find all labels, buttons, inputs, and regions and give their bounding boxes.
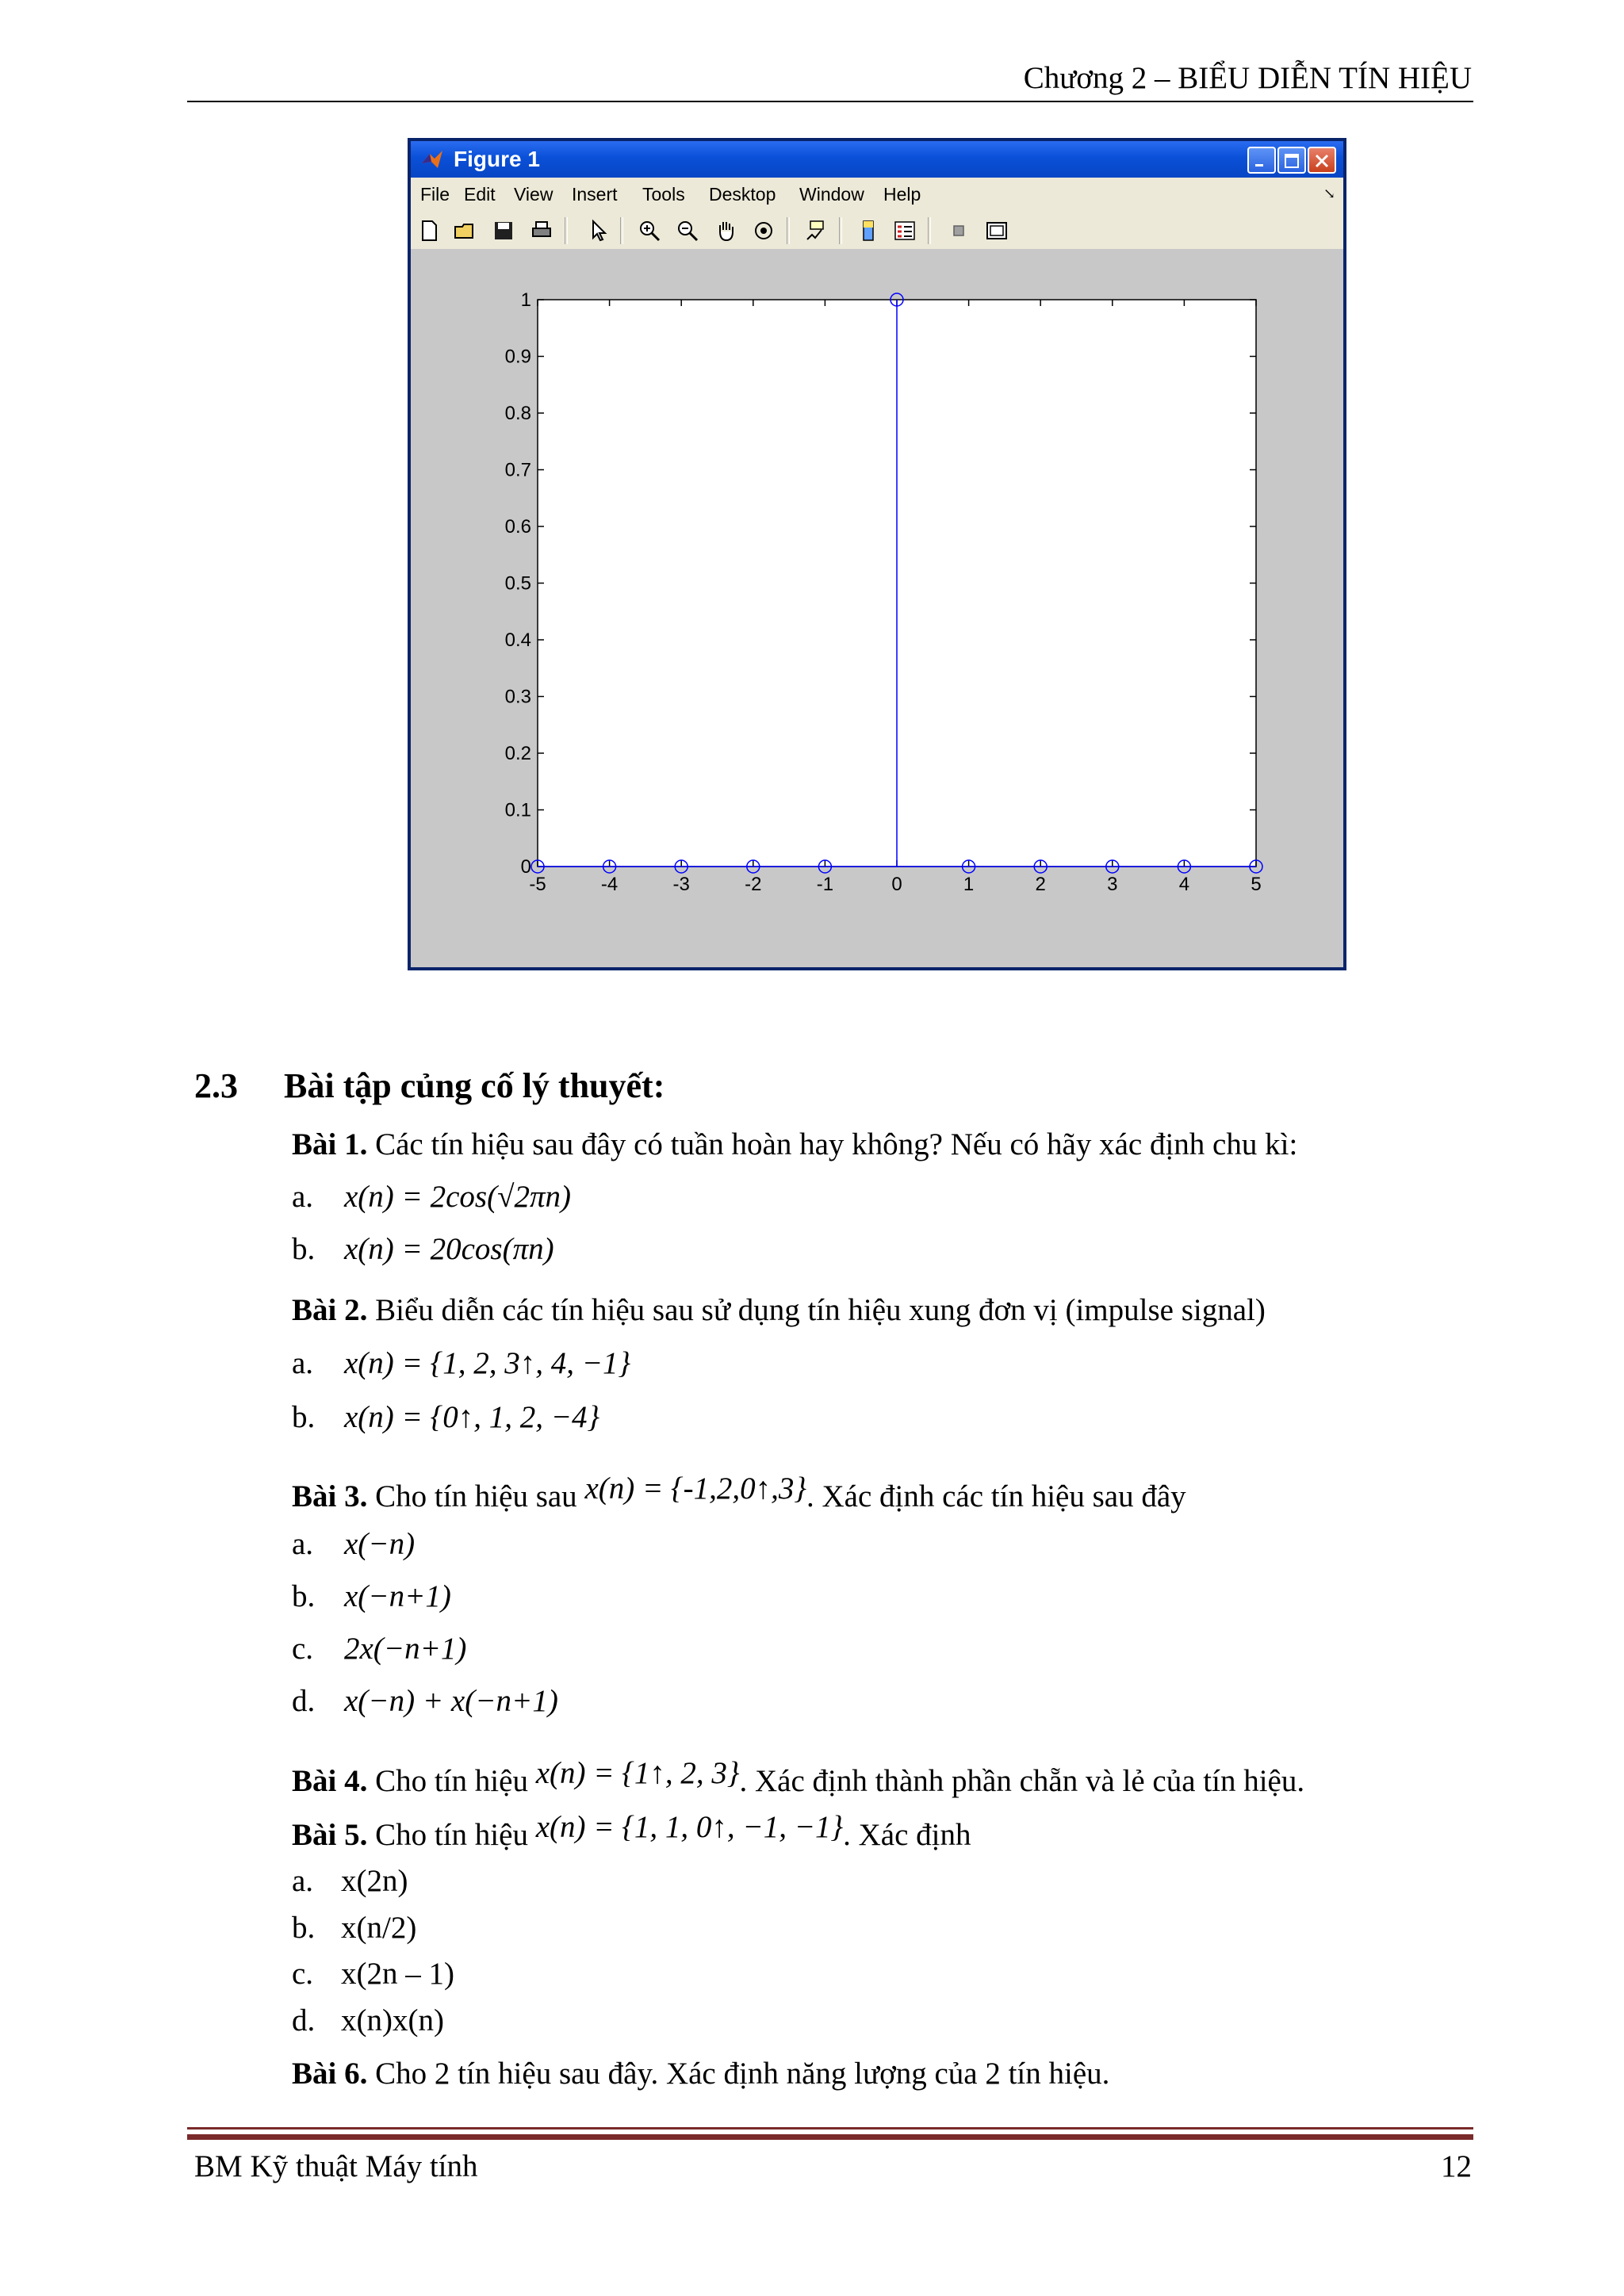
list-item	[292, 1631, 466, 1667]
colorbar-icon[interactable]	[856, 219, 880, 243]
stem-plot[interactable]	[411, 249, 1343, 964]
exercise-text: Cho tín hiệu	[375, 1764, 528, 1798]
maximize-icon	[1284, 153, 1300, 169]
list-letter: b.	[292, 1400, 316, 1434]
page-number: 12	[1441, 2149, 1472, 2183]
exercise-text-after: . Xác định các tín hiệu sau đây	[806, 1479, 1186, 1513]
menu-window[interactable]: Window	[799, 184, 864, 205]
save-icon[interactable]	[492, 219, 515, 243]
y-tick-label: 0.8	[504, 403, 531, 424]
x-tick-label: -3	[672, 874, 690, 895]
pan-hand-icon[interactable]	[714, 219, 737, 243]
list-item	[292, 1683, 558, 1719]
exercise-label: Bài 3.	[292, 1479, 368, 1513]
zoom-in-icon[interactable]	[638, 219, 661, 243]
data-cursor-icon[interactable]	[804, 219, 828, 243]
list-item	[292, 1863, 408, 1899]
formula: x(2n – 1)	[341, 1957, 454, 1991]
maximize-button[interactable]	[1277, 147, 1306, 174]
formula: x(−n) + x(−n+1)	[344, 1684, 558, 1718]
pointer-icon[interactable]	[587, 219, 611, 243]
figure-canvas-area	[411, 249, 1343, 967]
list-letter: b.	[292, 1232, 316, 1266]
menu-help[interactable]: Help	[883, 184, 921, 205]
footer-rule	[187, 2127, 1473, 2130]
exercise-3	[292, 1471, 1186, 1514]
footer-department: BM Kỹ thuật Máy tính	[194, 2149, 478, 2183]
exercise-text: Các tín hiệu sau đây có tuần hoàn hay không? Nếu có hãy xác định chu kì:	[375, 1127, 1298, 1161]
formula: x(n) = {1, 1, 0↑, −1, −1}	[535, 1810, 844, 1844]
x-tick-label: 5	[1251, 874, 1262, 895]
y-tick-label: 0.6	[504, 516, 531, 538]
figure-toolbar	[411, 211, 1343, 250]
list-letter: a.	[292, 1864, 314, 1898]
menu-view[interactable]: View	[514, 184, 553, 205]
menu-edit[interactable]: Edit	[464, 184, 496, 205]
exercise-2	[292, 1292, 1266, 1328]
x-tick-label: 3	[1107, 874, 1118, 895]
x-tick-label: -2	[745, 874, 762, 895]
list-letter: b.	[292, 1579, 316, 1613]
formula: x(n) = {-1,2,0↑,3}	[584, 1471, 806, 1506]
toolbar-separator	[787, 217, 790, 244]
exercise-1	[292, 1127, 1297, 1162]
list-letter: a.	[292, 1180, 314, 1214]
menu-insert[interactable]: Insert	[572, 184, 618, 205]
list-item	[292, 1526, 415, 1562]
list-item	[292, 1578, 451, 1614]
close-icon	[1314, 153, 1330, 169]
x-tick-label: 4	[1178, 874, 1190, 895]
new-file-icon[interactable]	[417, 219, 441, 243]
list-item	[292, 1910, 416, 1946]
formula: x(n) = {0↑, 1, 2, −4}	[344, 1400, 600, 1434]
zoom-out-icon[interactable]	[676, 219, 699, 243]
formula: x(n) = {1↑, 2, 3}	[535, 1756, 740, 1790]
formula: x(2n)	[341, 1864, 408, 1898]
formula: x(n/2)	[341, 1911, 417, 1945]
list-letter: d.	[292, 2003, 316, 2038]
y-tick-label: 1	[520, 289, 531, 311]
exercise-label: Bài 6.	[292, 2057, 368, 2091]
y-tick-label: 0.9	[504, 346, 531, 368]
exercise-label: Bài 1.	[292, 1127, 368, 1161]
matlab-logo-icon	[420, 147, 444, 171]
list-letter: b.	[292, 1911, 316, 1945]
minimize-icon	[1254, 153, 1270, 169]
x-tick-label: -4	[600, 874, 619, 895]
list-item	[292, 2003, 444, 2038]
list-letter: d.	[292, 1684, 316, 1718]
toolbar-separator	[620, 217, 623, 244]
exercise-4	[292, 1756, 1305, 1799]
list-item	[292, 1231, 554, 1267]
exercise-text: Cho tín hiệu sau	[375, 1479, 577, 1513]
open-folder-icon[interactable]	[454, 219, 477, 243]
formula: x(−n)	[344, 1527, 416, 1561]
formula: 2x(−n+1)	[344, 1632, 467, 1666]
exercise-text-after: . Xác định thành phần chẵn và lẻ của tín hiệu.	[739, 1764, 1305, 1798]
rotate-3d-icon[interactable]	[752, 219, 776, 243]
hide-plot-tools-icon[interactable]	[947, 219, 971, 243]
exercise-label: Bài 5.	[292, 1818, 368, 1852]
list-item	[292, 1179, 571, 1215]
y-tick-label: 0.5	[504, 572, 531, 595]
list-letter: c.	[292, 1632, 314, 1666]
y-tick-label: 0.3	[504, 686, 531, 708]
y-tick-label: 0.7	[504, 459, 531, 481]
legend-icon[interactable]	[893, 219, 917, 243]
x-tick-label: -5	[529, 874, 546, 895]
section-heading	[194, 1066, 665, 1106]
y-tick-label: 0	[520, 856, 531, 878]
toolbar-separator	[565, 217, 568, 244]
list-letter: a.	[292, 1527, 314, 1561]
title-bar[interactable]	[411, 141, 1343, 178]
show-plot-tools-icon[interactable]	[985, 219, 1009, 243]
list-item	[292, 1345, 630, 1381]
chapter-header: Chương 2 – BIỂU DIỄN TÍN HIỆU	[1023, 61, 1472, 95]
close-button[interactable]	[1308, 147, 1336, 174]
exercise-5	[292, 1810, 971, 1853]
exercise-label: Bài 2.	[292, 1293, 368, 1327]
formula: x(n) = 20cos(πn)	[344, 1232, 554, 1266]
exercise-text-after: . Xác định	[843, 1818, 971, 1852]
formula: x(n)x(n)	[341, 2003, 444, 2038]
print-icon[interactable]	[530, 219, 553, 243]
menu-bar	[411, 178, 1343, 211]
menu-desktop[interactable]: Desktop	[709, 184, 776, 205]
exercise-text: Cho 2 tín hiệu sau đây. Xác định năng lượng của 2 tín hiệu.	[375, 2057, 1110, 2091]
menu-file[interactable]: File	[420, 184, 450, 205]
exercise-6	[292, 2056, 1109, 2091]
formula: x(n) = {1, 2, 3↑, 4, −1}	[344, 1346, 631, 1380]
window-title: Figure 1	[454, 147, 540, 171]
x-tick-label: 2	[1035, 874, 1046, 895]
x-tick-label: 1	[963, 874, 975, 895]
x-tick-label: 0	[891, 874, 902, 895]
toolbar-separator	[839, 217, 842, 244]
minimize-button[interactable]	[1247, 147, 1276, 174]
exercise-label: Bài 4.	[292, 1764, 368, 1798]
formula: x(−n+1)	[344, 1579, 451, 1613]
section-number: 2.3	[194, 1066, 238, 1105]
list-letter: a.	[292, 1346, 314, 1380]
header-rule	[187, 101, 1473, 102]
list-letter: c.	[292, 1957, 314, 1991]
footer-rule-thick	[187, 2134, 1473, 2140]
menu-tools[interactable]: Tools	[642, 184, 685, 205]
exercise-text: Biểu diễn các tín hiệu sau sử dụng tín hiệu xung đơn vị (impulse signal)	[375, 1293, 1266, 1327]
x-tick-label: -1	[816, 874, 834, 895]
menu-dock-arrow-icon[interactable]: ↘	[1323, 186, 1335, 201]
exercise-text: Cho tín hiệu	[375, 1818, 528, 1852]
list-item	[292, 1956, 454, 1992]
figure-window	[408, 138, 1346, 970]
y-tick-label: 0.4	[504, 629, 531, 651]
list-item	[292, 1399, 599, 1435]
y-tick-label: 0.2	[504, 743, 531, 764]
toolbar-separator	[928, 217, 931, 244]
y-tick-label: 0.1	[504, 799, 531, 821]
section-title: Bài tập củng cố lý thuyết:	[284, 1066, 665, 1105]
formula: x(n) = 2cos(√2πn)	[344, 1180, 572, 1214]
